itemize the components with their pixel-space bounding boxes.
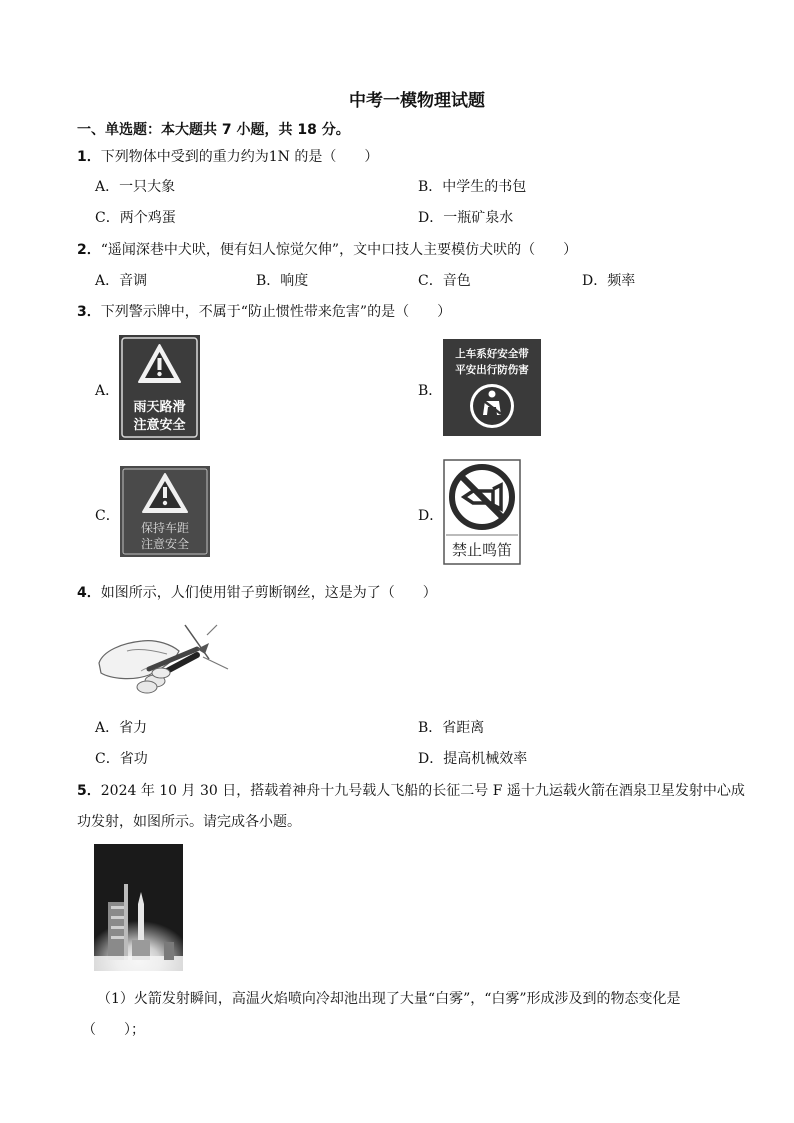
option-d: D． bbox=[418, 508, 444, 524]
pliers-cutting-wire-image bbox=[97, 621, 232, 696]
page-title: 中考一模物理试题 bbox=[349, 91, 485, 111]
question-text: “遥闻深巷中犬吠，便有妇人惊觉欠伸”，文中口技人主要模仿犬吠的（ ） bbox=[100, 242, 578, 258]
option-c: C．省功 bbox=[95, 751, 148, 767]
option-b: B． bbox=[418, 383, 443, 399]
sign-text-line1: 雨天路滑 bbox=[133, 400, 186, 415]
sign-text-line2: 平安出行防伤害 bbox=[455, 364, 529, 376]
question-text: 如图所示，人们使用钳子剪断钢丝，这是为了（ ） bbox=[100, 585, 437, 601]
sign-text-line1: 上车系好安全带 bbox=[455, 348, 529, 360]
question-5-continued: 功发射，如图所示。请完成各小题。 bbox=[77, 814, 301, 830]
option-a: A． bbox=[95, 383, 120, 399]
option-d: D．频率 bbox=[582, 273, 636, 289]
sign-text-line1: 保持车距 bbox=[140, 521, 190, 535]
option-a: A．省力 bbox=[95, 720, 148, 736]
option-c: C． bbox=[95, 508, 120, 524]
option-d: D．一瓶矿泉水 bbox=[418, 210, 514, 226]
option-c: C．音色 bbox=[418, 273, 471, 289]
question-number: 1． bbox=[77, 149, 101, 165]
sub-question-1-continued: （ ）； bbox=[82, 1022, 145, 1038]
warning-sign-rainy-road bbox=[119, 335, 200, 440]
question-number: 3． bbox=[77, 304, 101, 320]
sign-text-line1: 禁止鸣笛 bbox=[451, 541, 513, 559]
question-1 bbox=[77, 146, 378, 166]
section-heading: 一、单选题：本大题共 7 小题，共 18 分。 bbox=[77, 122, 350, 138]
option-d: D．提高机械效率 bbox=[418, 751, 528, 767]
no-horn-sign bbox=[443, 459, 521, 565]
seatbelt-sign bbox=[443, 339, 541, 436]
question-3 bbox=[77, 301, 451, 321]
sign-text-line2: 注意安全 bbox=[140, 537, 190, 551]
question-text: 下列警示牌中，不属于“防止惯性带来危害”的是（ ） bbox=[100, 304, 452, 320]
question-number: 2． bbox=[77, 242, 101, 258]
option-b: B．中学生的书包 bbox=[418, 179, 527, 195]
question-2 bbox=[77, 239, 577, 259]
rocket-launch-photo bbox=[94, 844, 183, 971]
question-text: 2024 年 10 月 30 日，搭载着神舟十九号载人飞船的长征二号 F 遥十九运载火箭在酒泉卫星发射中心成 bbox=[100, 783, 745, 799]
question-number: 5． bbox=[77, 783, 101, 799]
warning-sign-keep-distance bbox=[120, 466, 210, 557]
option-b: B．省距离 bbox=[418, 720, 485, 736]
sign-text-line2: 注意安全 bbox=[133, 418, 186, 433]
option-a: A．一只大象 bbox=[95, 179, 176, 195]
option-a: A．音调 bbox=[95, 273, 148, 289]
question-5 bbox=[77, 780, 745, 800]
question-number: 4． bbox=[77, 585, 101, 601]
option-c: C．两个鸡蛋 bbox=[95, 210, 176, 226]
sub-question-1: （1）火箭发射瞬间，高温火焰喷向冷却池出现了大量“白雾”，“白雾”形成涉及到的物态变化是 bbox=[97, 991, 681, 1007]
option-b: B．响度 bbox=[256, 273, 309, 289]
question-text: 下列物体中受到的重力约为1N 的是（ ） bbox=[100, 149, 379, 165]
question-4 bbox=[77, 582, 437, 602]
